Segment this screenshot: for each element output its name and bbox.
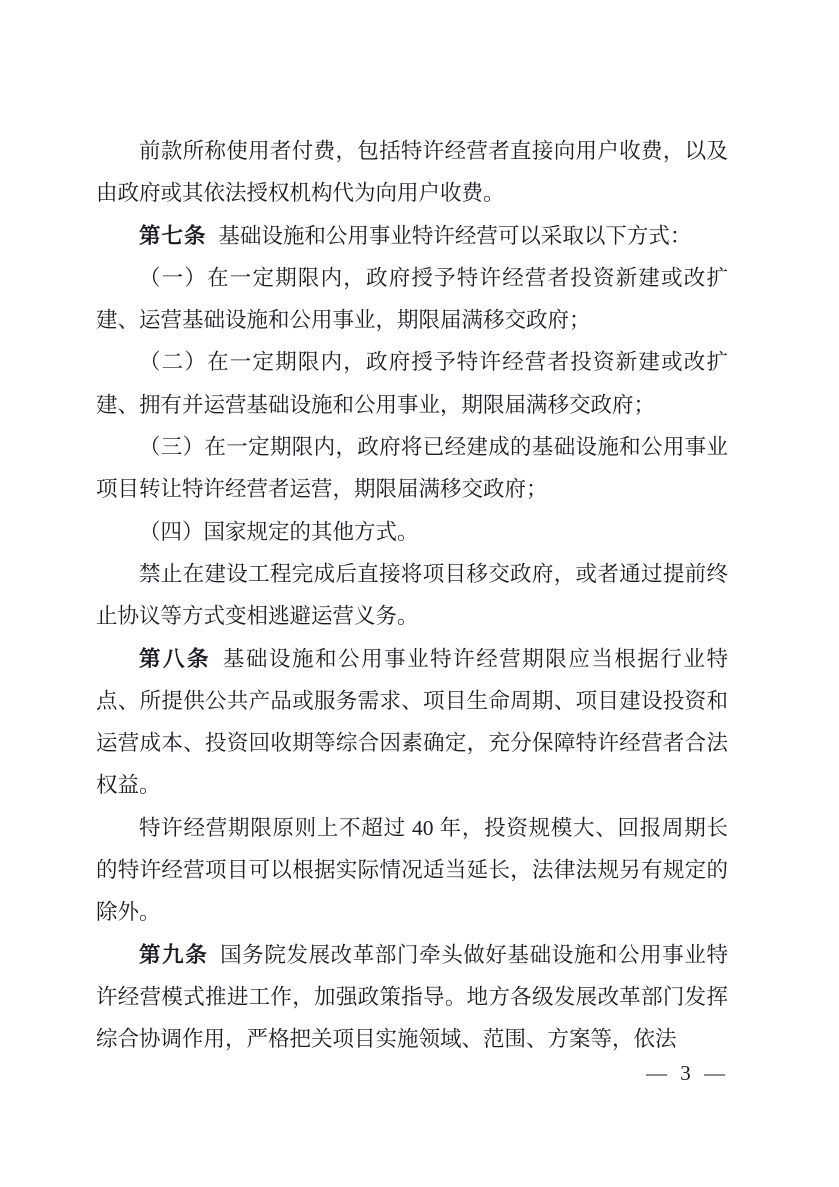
page-number: — 3 — (646, 1061, 725, 1085)
paragraph-prohibition (96, 553, 728, 638)
paragraph-text: 国务院发展改革部门牵头做好基础设施和公用事业特许经营模式推进工作，加强政策指导。地方各级发展改革部门发挥综合协调作用，严格把关项目实施领域、范围、方案等，依法 (96, 942, 728, 1052)
paragraph-text: 前款所称使用者付费，包括特许经营者直接向用户收费，以及由政府或其依法授权机构代为向用户收费。 (96, 139, 728, 206)
paragraph-text: （四）国家规定的其他方式。 (139, 519, 419, 544)
paragraph-text: 基础设施和公用事业特许经营可以采取以下方式： (218, 223, 692, 248)
paragraph-text: 基础设施和公用事业特许经营期限应当根据行业特点、所提供公共产品或服务需求、项目生命周期、项目建设投资和运营成本、投资回收期等综合因素确定，充分保障特许经营者合法权益。 (96, 646, 728, 798)
article-number: 第八条 (139, 646, 212, 671)
paragraph-item-2 (96, 341, 728, 426)
paragraph-item-3 (96, 426, 728, 511)
paragraph-term-limit (96, 807, 728, 934)
paragraph-text: （二）在一定期限内，政府授予特许经营者投资新建或改扩建、拥有并运营基础设施和公用事业，期限届满移交政府； (96, 350, 728, 417)
paragraph-text: 特许经营期限原则上不超过 40 年，投资规模大、回报周期长的特许经营项目可以根据实际情况适当延长，法律法规另有规定的除外。 (96, 815, 728, 925)
paragraph-item-1 (96, 257, 728, 342)
article-number: 第七条 (139, 223, 207, 248)
paragraph-text: 禁止在建设工程完成后直接将项目移交政府，或者通过提前终止协议等方式变相逃避运营义务。 (96, 561, 728, 629)
paragraph-article-8 (96, 638, 728, 807)
paragraph-text: （三）在一定期限内，政府将已经建成的基础设施和公用事业项目转让特许经营者运营，期限届满移交政府； (96, 435, 728, 502)
paragraph-article-9 (96, 934, 728, 1061)
paragraph-article-7 (96, 215, 728, 257)
paragraph-user-payment (96, 130, 728, 215)
document-body (96, 130, 728, 1061)
paragraph-text: （一）在一定期限内，政府授予特许经营者投资新建或改扩建、运营基础设施和公用事业，期限届满移交政府； (96, 265, 728, 333)
article-number: 第九条 (139, 942, 209, 967)
paragraph-item-4 (96, 511, 728, 553)
